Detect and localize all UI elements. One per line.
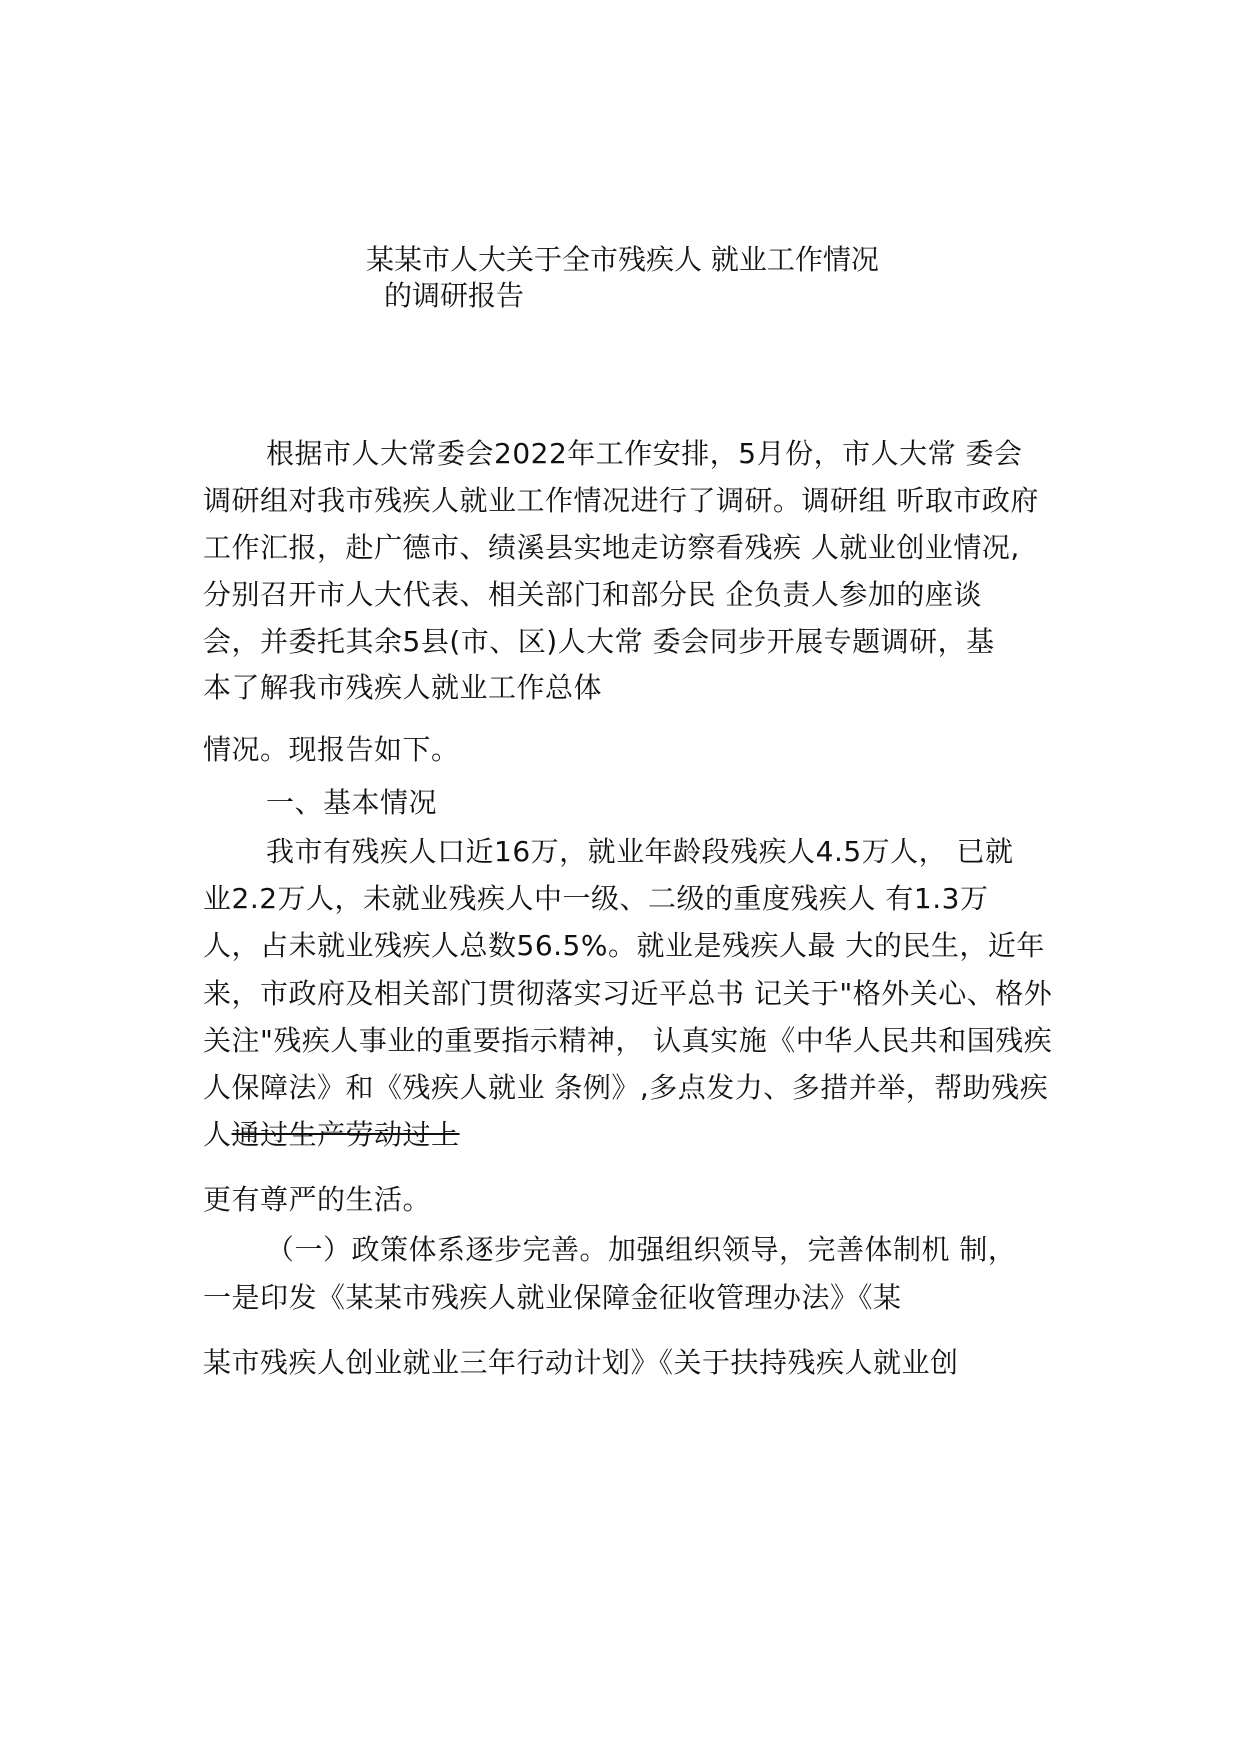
paragraph-2-line-4: 来，市政府及相关部门贯彻落实习近平总书 记关于"格外关心、格外 xyxy=(203,977,1053,1010)
paragraph-2-line-6: 人保障法》和《残疾人就业 条例》,多点发力、多措并举，帮助残疾 xyxy=(203,1071,1049,1104)
paragraph-3-continued: 某市残疾人创业就业三年行动计划》《关于扶持残疾人就业创 xyxy=(203,1346,959,1379)
document-title-line-1: 某某市人大关于全市残疾人 就业工作情况 xyxy=(366,243,879,276)
paragraph-1-ending: 情况。现报告如下。 xyxy=(203,733,460,766)
paragraph-1-line-1: 根据市人大常委会2022年工作安排，5月份，市人大常 委会 xyxy=(266,437,1023,470)
paragraph-1-line-6: 本了解我市残疾人就业工作总体 xyxy=(203,671,603,704)
paragraph-2-line-5: 关注"残疾人事业的重要指示精神， 认真实施《中华人民共和国残疾 xyxy=(203,1024,1053,1057)
paragraph-2-line-7 xyxy=(203,1113,1093,1157)
paragraph-2-line-3: 人，占未就业残疾人总数56.5%。就业是残疾人最 大的民生，近年 xyxy=(203,929,1045,962)
document-title-line-2: 的调研报告 xyxy=(384,279,525,312)
paragraph-2-ending: 更有尊严的生活。 xyxy=(203,1183,432,1216)
paragraph-2-line-2: 业2.2万人，未就业残疾人中一级、二级的重度残疾人 有1.3万 xyxy=(203,882,989,915)
paragraph-3-line-2: 一是印发《某某市残疾人就业保障金征收管理办法》《某 xyxy=(203,1281,902,1314)
paragraph-1-line-2: 调研组对我市残疾人就业工作情况进行了调研。调研组 听取市政府 xyxy=(203,484,1039,517)
paragraph-3-line-1: （一）政策体系逐步完善。加强组织领导，完善体制机 制， xyxy=(266,1233,1017,1266)
paragraph-1-line-5: 会，并委托其余5县(市、区)人大常 委会同步开展专题调研，基 xyxy=(203,625,995,658)
paragraph-1-line-4: 分别召开市人大代表、相关部门和部分民 企负责人参加的座谈 xyxy=(203,578,982,611)
paragraph-2-line-7-underlined-text: 通过生产劳动过上 xyxy=(231,1118,460,1151)
paragraph-1-line-3: 工作汇报，赴广德市、绩溪县实地走访察看残疾 人就业创业情况, xyxy=(203,531,1020,564)
paragraph-2-line-1: 我市有残疾人口近16万，就业年龄段残疾人4.5万人， 已就 xyxy=(266,835,1014,868)
paragraph-2-line-7-prefix: 人 xyxy=(203,1118,232,1151)
section-heading-basic-situation: 一、基本情况 xyxy=(266,786,438,819)
